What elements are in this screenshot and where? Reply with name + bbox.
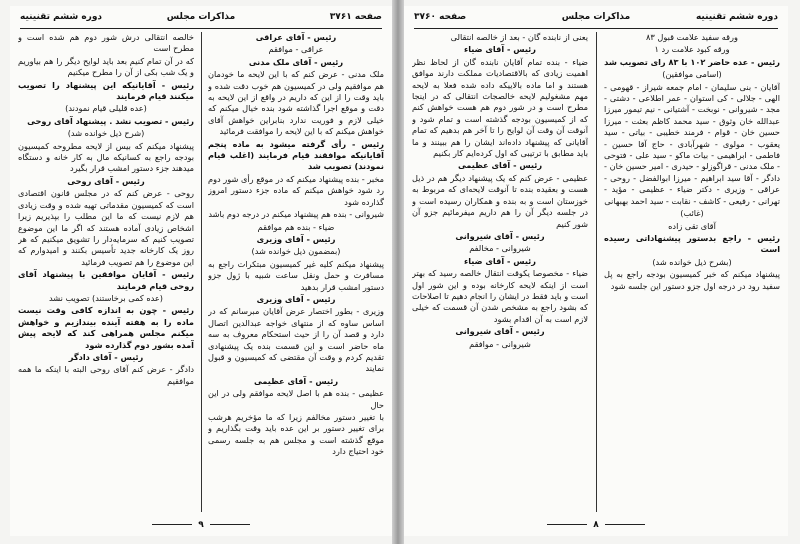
text-paragraph: رئیس - تصویب نشد . پیشنهاد آقای روحی	[27, 115, 194, 126]
text-paragraph: رئیس - آقای دادگر	[68, 351, 144, 362]
text-paragraph: رئیس - چون به اندازه کافی وقت نیست ماده را به هفته آینده بیندازیم و خواهش میکنم مجلس همراهی کند که لایحه پیش آمده بشور دوم گذارده شود	[18, 305, 194, 350]
session-label: دوره ششم تقنینیه	[20, 12, 103, 22]
text-column-left	[18, 32, 194, 512]
text-paragraph: عظیمی - عرض کنم که یک پیشنهاد دیگر هم در ذیل هست و بعقیده بنده تا آنوقت لایحه‌ای که مربوط به خوزستان است و به بنده و همکاران رسیده است و در جلسه دیگر آن را هم داریم میفرمائیم جزو آن شور کنیم	[412, 172, 588, 229]
publication-title: مذاکرات مجلس	[166, 12, 236, 22]
text-paragraph: شیروانی - بنده هم پیشنهاد میکنم در درجه دوم باشد	[208, 209, 384, 220]
text-column-right	[208, 32, 384, 512]
column-divider	[596, 32, 597, 512]
page-number-label: صفحه ۳۷۶۰	[414, 12, 467, 22]
text-paragraph: با تغییر دستور مخالفم زیرا که ما مؤخریم هرشب برای تغییر دستور بر این عده باید وقت بگذاریم و موقع گذشته است و مجلس هم به جلسه رسمی خود احتیاج دارد	[208, 412, 384, 457]
text-paragraph: مخبر - بنده پیشنهاد میکنم که در موقع رأی شور دوم رد شود خواهش میکنم که ماده جزء دستور امروز گذارده شود	[208, 173, 384, 207]
text-paragraph: رئیس - رأی گرفته میشود به ماده پنجم آقایانیکه موافقند قیام فرمایند (اغلب قیام نمودند) تصویب شد	[208, 138, 384, 172]
text-paragraph: (غائب)	[680, 208, 704, 219]
text-paragraph: پیشنهاد میکنم کلیه غیر کمیسیون مبتکرات راجع به مسافرت و حمل ونقل ساعت شبیه با ژول جزو دستور امشب قرار بدهید	[208, 258, 384, 292]
text-paragraph: (بمضمون ذیل خوانده شد)	[251, 246, 341, 257]
text-paragraph: ورقه کبود علامت رد ۱	[654, 44, 730, 55]
text-paragraph: رئیس - آقای وزیری	[256, 293, 336, 304]
footer-page-number: ۹	[198, 520, 204, 530]
text-paragraph: ضیاء - مخصوصا یکوقت انتقال خالصه رسید که بهتر است از اینکه لایحه کارخانه بوده و این شور اول است و باید فقط در ایشان را انجام دهیم تا اصلاحات که بشود راجع به مشخص شدن آن قسمت که خیلی لازم است به آن اقدام بشود	[412, 268, 588, 324]
footer-page-number: ۸	[593, 520, 599, 530]
text-paragraph: رئیس - آقای روحی	[67, 175, 145, 186]
text-paragraph: عراقی - موافقم	[268, 44, 324, 55]
text-paragraph: ضیاء - بنده تمام آقایان نابنده گان از لحاظ نظر اهمیت زیادی که بالاقتصادیات مملکت دارند موافق هستند و اما ماده بالاییکه داده شده فعلا به لایحه مهم مشغولیم لایحه خالصجات انتقالی که در اینجا مطرح است و در شور دوم هم هست خواهش کنم که از کمیسیون بودجه گذشته است و تمام شود و آنوقت آن وقت آن لوایح را تا آخر هم بدهیم که تمام آقایانی که پیشنهاد داده‌اند ایشان را هم ببینند و ما باید مطابق با ترتیبی که اول کرده‌ایم کار بکنیم	[412, 56, 588, 159]
text-paragraph: شیروانی - مخالفم	[469, 243, 531, 254]
text-paragraph: (عده قلیلی قیام نمودند)	[65, 103, 147, 114]
text-paragraph: رئیس - راجع بدستور پیشنهاداتی رسیده است	[604, 232, 780, 255]
text-paragraph: (اسامی موافقین)	[662, 69, 722, 80]
text-paragraph: آقای تقی زاده	[668, 220, 716, 231]
header-rule	[414, 28, 778, 29]
text-paragraph: رئیس - آقای شیروانی	[455, 230, 545, 241]
page-header	[414, 12, 778, 26]
text-paragraph: رئیس - آقایان موافقین با پیشنهاد آقای روحی قیام فرمایند	[18, 269, 194, 291]
text-paragraph: پیشنهاد میکنم که بیس از لایحه مطروحه کمیسیون بودجه راجع به کسانیکه مال به کار خانه و دستگاه میدهند جزء دستور امشب قرار بگیرد	[18, 140, 194, 174]
text-paragraph: که در آن تمام کنیم بعد باید لوایح دیگر را هم بیاوریم و یک شب بکی از آن را مطرح میکنیم	[18, 55, 194, 78]
text-paragraph: (بشرح ذیل خوانده شد)	[652, 256, 732, 267]
text-paragraph: ضیاء - بنده هم موافقم	[257, 221, 335, 232]
text-paragraph: خالصه انتقالی درش شور دوم هم شده است و مطرح است	[18, 32, 194, 54]
text-paragraph: رئیس - آقای شیروانی	[455, 326, 545, 337]
text-paragraph: (شرح ذیل خوانده شد)	[67, 128, 145, 139]
publication-title: مذاکرات مجلس	[561, 12, 631, 22]
text-paragraph: (عده کمی برخاستند) تصویب نشد	[49, 292, 163, 303]
text-paragraph: دادگر - عرض کنم آقای روحی البته با اینکه ما همه موافقیم	[18, 364, 194, 386]
session-label: دوره ششم تقنینیه	[695, 12, 778, 22]
text-paragraph: رئیس - آقای ملک مدنی	[248, 56, 344, 67]
text-paragraph: رئیس - عده حاضر ۱۰۲ با ۸۳ رای تصویب شد	[604, 56, 780, 67]
book-gutter	[392, 0, 404, 544]
page-number-label: صفحه ۳۷۶۱	[329, 12, 382, 22]
text-paragraph: رئیس - آقای ضیاء	[464, 44, 536, 55]
text-paragraph: پیشنهاد میکنم که خبر کمیسیون بودجه راجع به پل سفید رود در درجه اول جزو دستور این جلسه شود	[604, 269, 780, 291]
column-divider	[201, 32, 202, 512]
page-header	[20, 12, 382, 26]
text-paragraph: روحی - عرض کنم که در مجلس قانون اقتصادی است که کمیسیون مقدماتی تهیه شده و وقت زیادی هم لازم نیست که ما این مطلب را بپذیریم زیرا اشخاص زیادی آماده هستند که اگر ما این موضوع تصویب کنیم که سرمایه‌دار را تشویق میکنیم که هر روز یک کارخانه جدید تأسیس بکنند و امیدوارم که این موضوع را هم تصویب فرمائید	[18, 188, 194, 267]
page-footer	[404, 520, 788, 530]
text-paragraph: ملک مدنی - عرض کنم که با این لایحه ما خودمان هم موافقیم ولی در کمیسیون هم خوب دقت شده و باید وقت را از این که داریم در واقع از این لایحه به دقت و موقع اجرا گذاشته شود بنده خیال میکنم که خیلی لازم و فوریت ندارد بنابراین خواهش آقای خواهش میکنم که با این لایحه را موافقت فرمائید	[208, 69, 384, 137]
text-paragraph: وزیری - بطور اختصار عرض آقایان مبرسانم که در اساس ساوه که از منتهای خواجه عبدالدین اتصال دارد و قصد آن را از حیث استحکام معروف به سه ماه حاضر است و این قسمت بنده یک پیشنهادی تقدیم کردم و وقت آن مقتضی که کمیسیون و قبول نمایند	[208, 306, 384, 374]
text-column-left	[412, 32, 588, 512]
text-column-right	[604, 32, 780, 512]
text-paragraph: رئیس - آقای عراقی	[255, 32, 337, 42]
text-paragraph: یعنی از نابنده گان - بعد از خالصه انتقالی	[450, 32, 588, 42]
page-footer	[10, 520, 392, 530]
text-paragraph: رئیس - آقای وزیری	[256, 233, 336, 244]
text-paragraph: رئیس - آقایانیکه این پیشنهاد را تصویب میکنند قیام فرمایند	[18, 79, 194, 102]
text-paragraph: آقایان - بنی سلیمان - امام جمعه شیراز - قهومی - الهی - جلالی - کی استوان - عمر اطلاعی - دشتی - مجد - شیروانی - نوبخت - آشتیانی - نیم تیمور میرزا عبدالله خان وثوق - سید محمد کاظم بعثت - میرزا حسین خان - قوام - فرمند خطیبی - بیاتی - سید یعقوب - مولوی - شهرآبادی - حاج آقا حسین - فاطمی - ابراهیمی - بیات ماکو - سید علی - فتوحی - ملک مدنی - قراگوزلو - حیدری - امیر حسین خان - دادگر - آقا سید ابراهیم - میرزا ابوالفضل - روحی - عراقی - وزیری - دکتر ضیاء - عظیمی - مؤید - تهرانی - رفیعی - کاشف - نقابت - سید احمد بهبهانی	[604, 81, 780, 206]
text-paragraph: رئیس - آقای عظیمی	[253, 375, 339, 386]
text-paragraph: رئیس - آقای عظیمی	[457, 160, 543, 171]
text-paragraph: رئیس - آقای ضیاء	[464, 255, 536, 266]
right-page	[404, 6, 788, 536]
text-paragraph: عظیمی - بنده هم با اصل لایحه موافقم ولی در این حال	[208, 388, 384, 410]
text-paragraph: شیروانی - موافقم	[469, 338, 531, 349]
text-paragraph: ورقه سفید علامت قبول ۸۳	[646, 32, 738, 42]
left-page	[10, 6, 392, 536]
header-rule	[20, 28, 382, 29]
